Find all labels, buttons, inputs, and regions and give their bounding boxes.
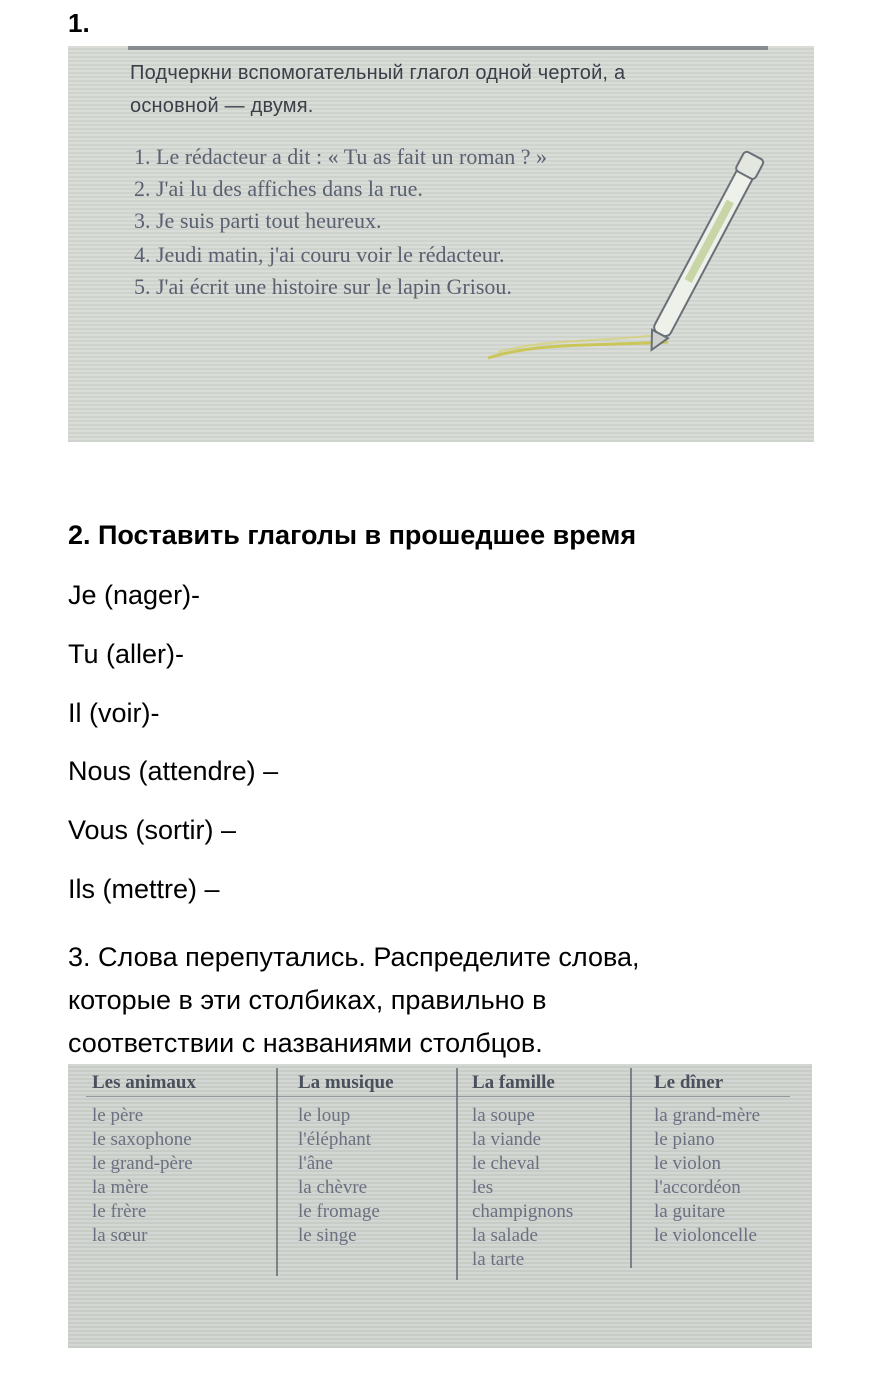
word: le père xyxy=(92,1105,144,1126)
word: le violoncelle xyxy=(654,1225,757,1246)
column-famille xyxy=(472,1072,573,1272)
section-3-line-1: 3. Слова перепутались. Распределите слова, xyxy=(68,942,640,972)
instruction-line-1: Подчеркни вспомогательный глагол одной чертой, а xyxy=(130,62,626,84)
column-header: La musique xyxy=(298,1072,394,1093)
sentence-4: 4. Jeudi matin, j'ai couru voir le rédacteur. xyxy=(134,242,505,267)
word: la chèvre xyxy=(298,1177,368,1198)
column-header: Le dîner xyxy=(654,1072,724,1093)
word: le loup xyxy=(298,1105,351,1126)
word: la tarte xyxy=(472,1249,525,1270)
word: le singe xyxy=(298,1225,357,1246)
verb-item-2: Tu (aller)- xyxy=(68,639,185,669)
sentence-3: 3. Je suis parti tout heureux. xyxy=(134,208,382,233)
column-divider-2 xyxy=(456,1068,458,1280)
word-table-photo xyxy=(68,1064,812,1348)
word: le grand-père xyxy=(92,1153,193,1174)
column-header: La famille xyxy=(472,1072,555,1093)
section-2-title: 2. Поставить глаголы в прошедшее время xyxy=(68,520,637,550)
verb-item-6: Ils (mettre) – xyxy=(68,874,220,904)
instruction-line-2: основной — двумя. xyxy=(130,95,314,117)
word: l'âne xyxy=(298,1153,334,1174)
verb-item-1: Je (nager)- xyxy=(68,580,201,610)
word: le cheval xyxy=(472,1153,541,1174)
sentence-2: 2. J'ai lu des affiches dans la rue. xyxy=(134,176,423,201)
word: la sœur xyxy=(92,1225,148,1246)
column-divider-1 xyxy=(276,1068,278,1276)
verb-item-5: Vous (sortir) – xyxy=(68,815,237,845)
verb-item-4: Nous (attendre) – xyxy=(68,756,279,786)
column-divider-3 xyxy=(630,1068,632,1268)
word: le piano xyxy=(654,1129,715,1150)
word: le saxophone xyxy=(92,1129,192,1150)
word: la viande xyxy=(472,1129,542,1150)
word: l'éléphant xyxy=(298,1129,372,1150)
word: la mère xyxy=(92,1177,149,1198)
column-animaux xyxy=(92,1072,196,1248)
word: le fromage xyxy=(298,1201,380,1222)
exercise-photo-1 xyxy=(68,46,814,442)
section-3-line-3: соответствии с названиями столбцов. xyxy=(68,1028,543,1058)
sentence-5: 5. J'ai écrit une histoire sur le lapin Grisou. xyxy=(134,274,512,299)
word: la soupe xyxy=(472,1105,535,1126)
word: la guitare xyxy=(654,1201,726,1222)
pen-illustration-icon xyxy=(68,46,814,442)
section-3-line-2: которые в эти столбиках, правильно в xyxy=(68,985,547,1015)
word: la grand-mère xyxy=(654,1105,761,1126)
column-diner xyxy=(654,1072,760,1248)
column-header: Les animaux xyxy=(92,1072,196,1093)
word: les xyxy=(472,1177,494,1198)
word: le violon xyxy=(654,1153,722,1174)
word: le frère xyxy=(92,1201,147,1222)
section-1-number: 1. xyxy=(68,8,90,38)
word: la salade xyxy=(472,1225,538,1246)
column-musique xyxy=(298,1072,394,1248)
word: champignons xyxy=(472,1201,574,1222)
verb-item-3: Il (voir)- xyxy=(68,698,160,728)
section-3-instruction xyxy=(68,936,828,1065)
word: l'accordéon xyxy=(654,1177,741,1198)
sentence-1: 1. Le rédacteur a dit : « Tu as fait un roman ? » xyxy=(134,144,548,169)
